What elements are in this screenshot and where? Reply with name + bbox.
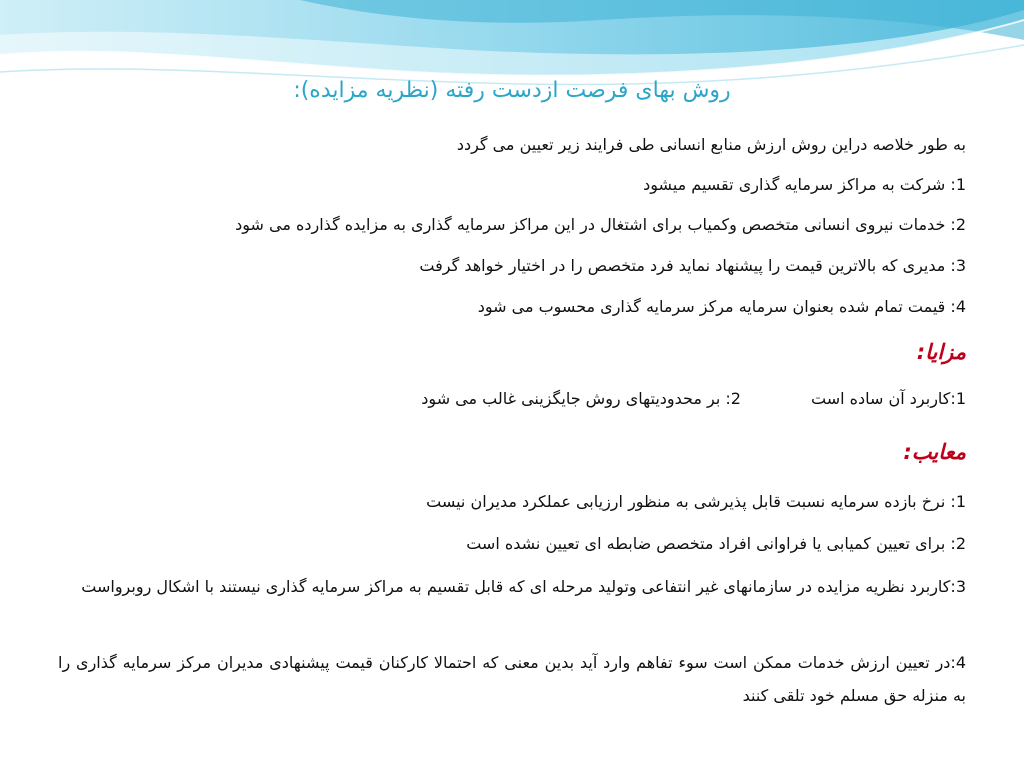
step-item: 3: مدیری که بالاترین قیمت را پیشنهاد نماید فرد متخصص را در اختیار خواهد گرفت [419,256,966,275]
disadvantage-item: 3:کاربرد نظریه مزایده در سازمانهای غیر انتفاعی وتولید مرحله ای که قابل تقسیم به مراکز سرمایه گذاری نیستند با اشکال روبرواست [81,577,966,596]
advantage-item: 2: بر محدودیتهای روش جایگزینی غالب می شود [421,389,741,408]
step-item: 2: خدمات نیروی انسانی متخصص وکمیاب برای اشتغال در این مراکز سرمایه گذاری به مزایده گذارده می شود [235,215,966,234]
disadvantages-heading: معایب: [903,440,966,464]
intro-text: به طور خلاصه دراین روش ارزش منابع انسانی طی فرایند زیر تعیین می گردد [456,135,966,154]
slide-title: روش بهای فرصت ازدست رفته (نظریه مزایده): [293,78,731,103]
disadvantage-item: 4:در تعیین ارزش خدمات ممکن است سوء تفاهم وارد آید بدین معنی که احتمالا کارکنان قیمت پیشنهادی مدیران مرکز سرمایه گذاری را به منزله حق مسلم خود تلقی کنند [58,653,966,705]
advantage-item: 1:کاربرد آن ساده است [810,389,966,408]
disadvantage-item: 2: برای تعیین کمیابی یا فراوانی افراد متخصص ضابطه ای تعیین نشده است [466,534,966,553]
advantages-heading: مزایا: [916,340,966,364]
step-item: 4: قیمت تمام شده بعنوان سرمایه مرکز سرمایه گذاری محسوب می شود [477,297,966,316]
disadvantage-item: 1: نرخ بازده سرمایه نسبت قابل پذیرشی به منظور ارزیابی عملکرد مدیران نیست [426,492,966,511]
step-item: 1: شرکت به مراکز سرمایه گذاری تقسیم میشود [643,175,966,194]
advantages-row [58,387,966,411]
